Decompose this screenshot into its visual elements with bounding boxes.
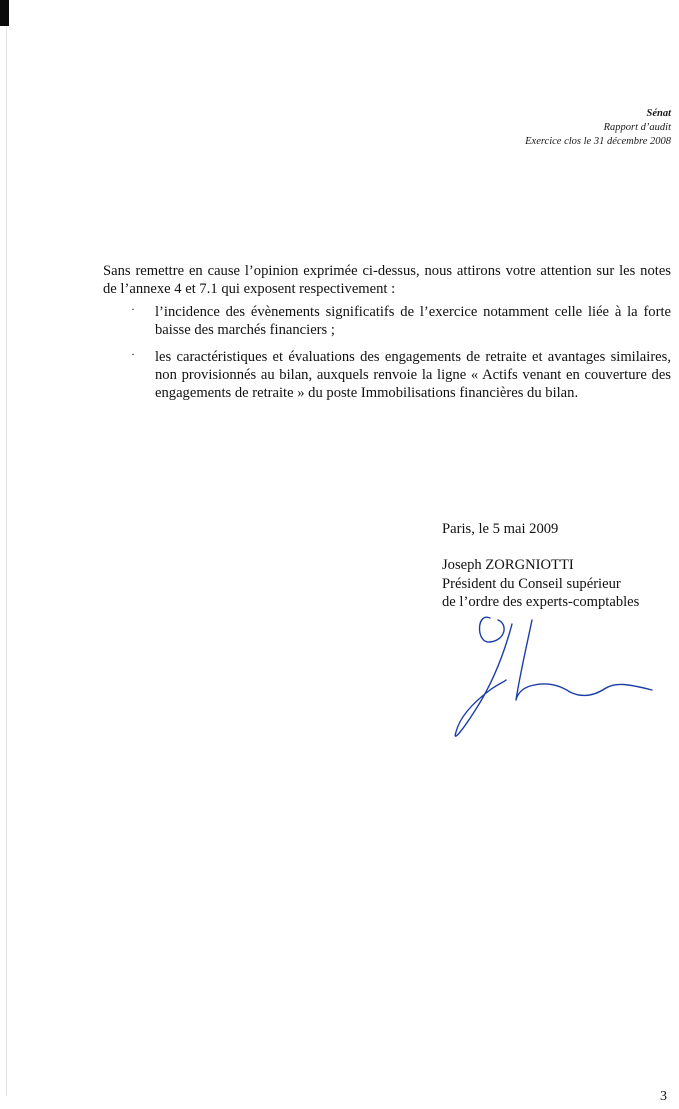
list-item-text: l’incidence des évènements significatifs de l’exercice notamment celle liée à la forte baisse des marchés financiers ; (155, 303, 671, 339)
header-organization: Sénat (646, 108, 671, 119)
intro-paragraph: Sans remettre en cause l’opinion exprimée ci-dessus, nous attirons votre attention sur les notes de l’annexe 4 et 7.1 qui exposent respectivement : (103, 263, 671, 298)
header-fiscal-period: Exercice clos le 31 décembre 2008 (525, 136, 671, 147)
header-document-type: Rapport d’audit (603, 122, 671, 133)
list-item (103, 303, 671, 340)
signature-block (442, 520, 674, 612)
signature-stroke-bar (516, 620, 652, 700)
list-item (103, 348, 671, 403)
notes-list (103, 303, 671, 403)
bullet-marker: · (131, 301, 135, 316)
signatory-title-line-2: de l’ordre des experts-comptables (442, 594, 640, 611)
signatory-title-line-1: Président du Conseil supérieur (442, 575, 621, 592)
scan-edge-line (6, 26, 7, 1096)
list-item-text: les caractéristiques et évaluations des engagements de retraite et avantages similaires, non provisionnés au bilan, auxquels renvoie la ligne « Actifs venant en couverture des engagements de retraite » du poste Immobilisations financières du bilan. (155, 348, 671, 402)
signature-stroke-loop (480, 617, 505, 642)
main-body (103, 262, 671, 411)
handwritten-signature (446, 604, 660, 744)
place-and-date: Paris, le 5 mai 2009 (442, 521, 559, 537)
page-number: 3 (660, 1089, 667, 1104)
bullet-marker: · (131, 346, 135, 361)
document-header (525, 107, 671, 149)
signatory-name: Joseph ZORGNIOTTI (442, 557, 574, 574)
scan-corner-mark (0, 0, 9, 26)
